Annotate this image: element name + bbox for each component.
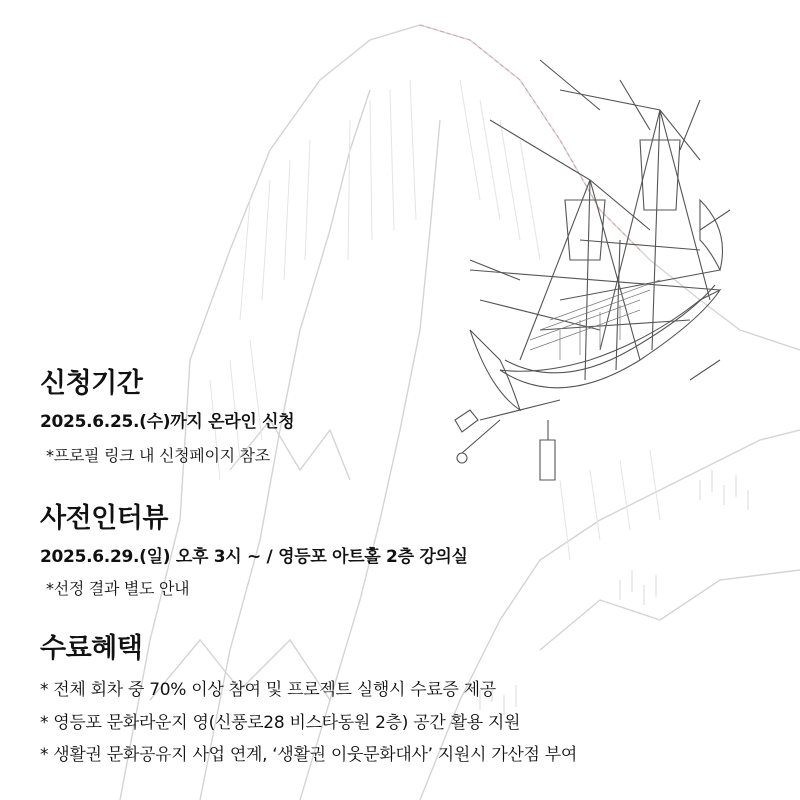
pre-interview-note: *선정 결과 별도 안내 [46,579,190,598]
benefit-item-bonus-points: * 생활권 문화공유지 사업 연계, ‘생활권 이웃문화대사’ 지원시 가산점 부여 [40,745,577,765]
section-title-application-period: 신청기간 [40,368,143,399]
application-period-note: *프로필 링크 내 신청페이지 참조 [46,446,270,465]
application-period-date: 2025.6.25.(수)까지 온라인 신청 [40,412,295,432]
benefit-item-space-support: * 영등포 문화라운지 영(신풍로28 비스타동원 2층) 공간 활용 지원 [40,713,521,733]
section-title-benefits: 수료혜택 [40,633,143,664]
section-title-pre-interview: 사전인터뷰 [40,503,168,534]
benefit-item-certificate: * 전체 회차 중 70% 이상 참여 및 프로젝트 실행시 수료증 제공 [40,680,496,700]
pre-interview-schedule: 2025.6.29.(일) 오후 3시 ~ / 영등포 아트홀 2층 강의실 [40,547,468,567]
